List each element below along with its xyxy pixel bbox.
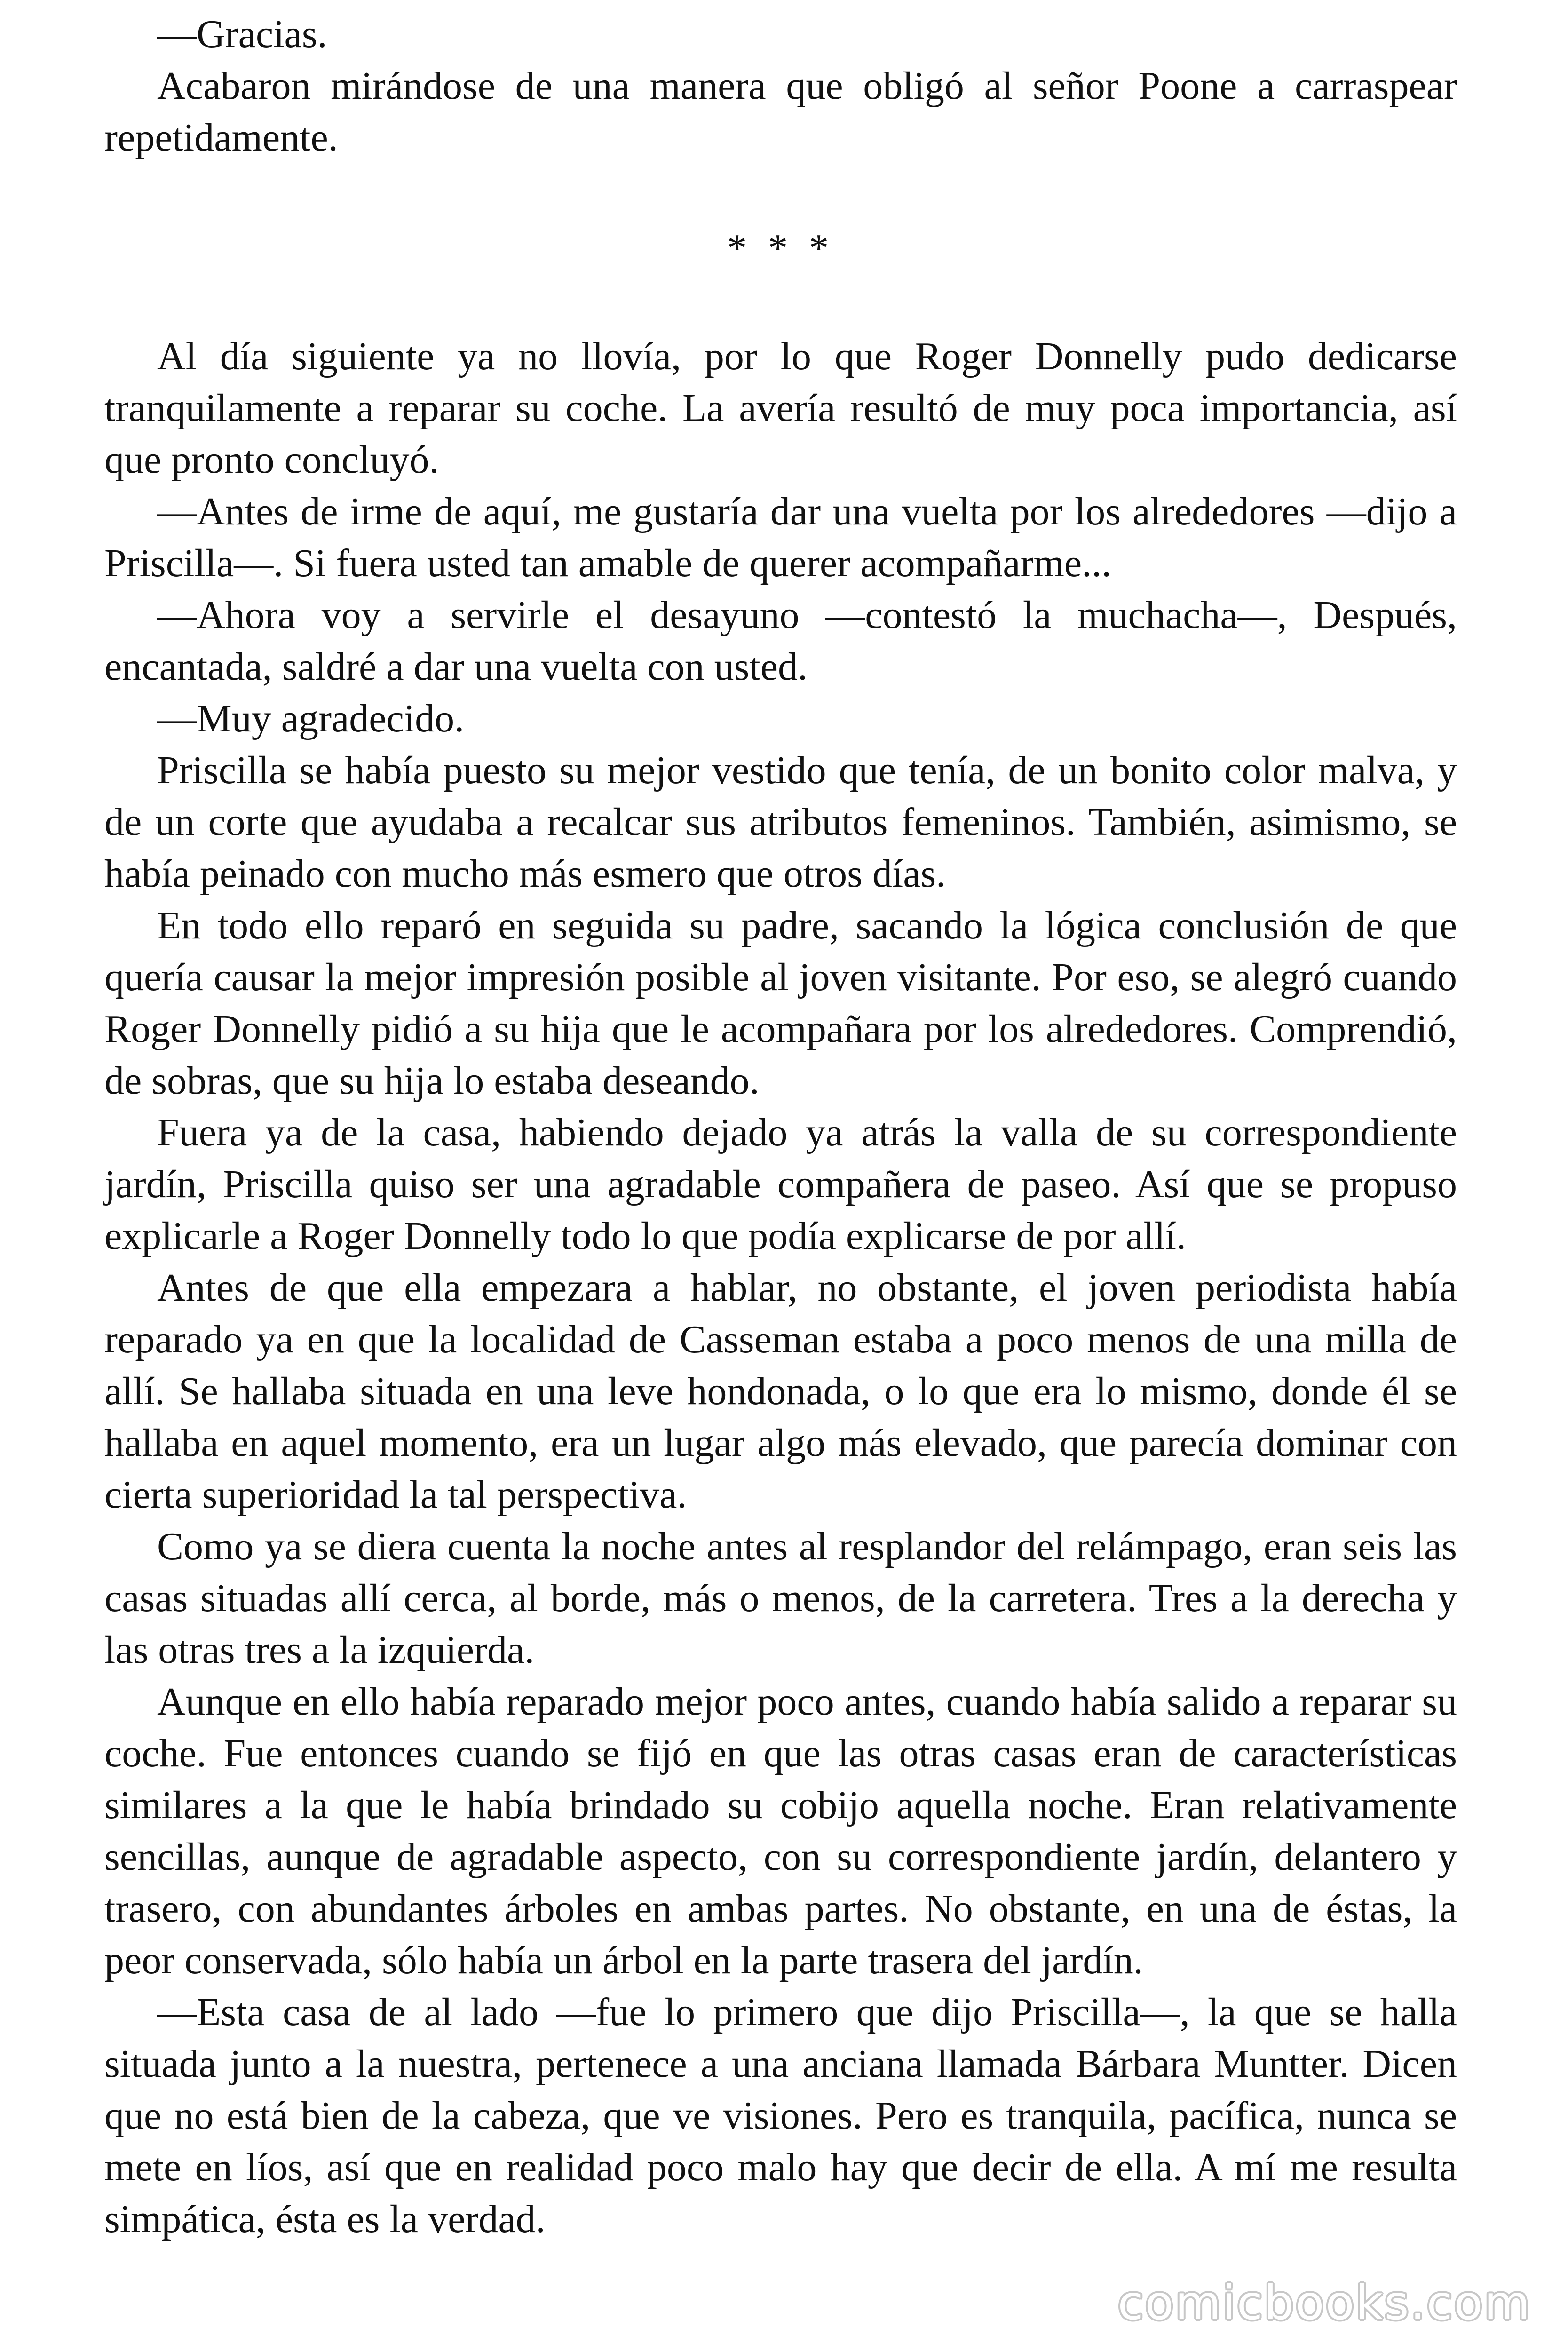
paragraph: —Esta casa de al lado —fue lo primero que dijo Priscilla—, la que se halla situada junto a la nuestra, pertenece a una anciana llamada Bárbara Muntter. Dicen que no está bien de la cabeza, que ve visiones. Pero es tranquila, pacífica, nunca se mete en líos, así que en realidad poco malo hay que decir de ella. A mí me resulta simpática, ésta es la verdad. (104, 1990, 1457, 2241)
paragraph: Antes de que ella empezara a hablar, no obstante, el joven periodista había reparado ya en que la localidad de Casseman estaba a poco menos de una milla de allí. Se hallaba situada en una leve hondonada, o lo que era lo mismo, donde él se hallaba en aquel momento, era un lugar algo más elevado, que parecía dominar con cierta superioridad la tal perspectiva. (104, 1266, 1457, 1517)
paragraph: Al día siguiente ya no llovía, por lo que Roger Donnelly pudo dedicarse tranquilamente a reparar su coche. La avería resultó de muy poca importancia, así que pronto concluyó. (104, 334, 1457, 482)
paragraph: Aunque en ello había reparado mejor poco antes, cuando había salido a reparar su coche. Fue entonces cuando se fijó en que las otras casas eran de características similares a la que le había brindado su cobijo aquella noche. Eran relativamente sencillas, aunque de agradable aspecto, con su correspondiente jardín, delantero y trasero, con abundantes árboles en ambas partes. No obstante, en una de éstas, la peor conservada, sólo había un árbol en la parte trasera del jardín. (104, 1680, 1457, 1982)
paragraph: En todo ello reparó en seguida su padre, sacando la lógica conclusión de que quería causar la mejor impresión posible al joven visitante. Por eso, se alegró cuando Roger Donnelly pidió a su hija que le acompañara por los alrededores. Comprendió, de sobras, que su hija lo estaba deseando. (104, 904, 1457, 1103)
paragraph: Acabaron mirándose de una manera que obligó al señor Poone a carraspear repetidamente. (104, 64, 1457, 159)
book-page (104, 8, 1457, 2245)
paragraph: —Ahora voy a servirle el desayuno —contestó la muchacha—, Después, encantada, saldré a dar una vuelta con usted. (104, 593, 1457, 689)
paragraph: Priscilla se había puesto su mejor vestido que tenía, de un bonito color malva, y de un corte que ayudaba a recalcar sus atributos femeninos. También, asimismo, se había peinado con mucho más esmero que otros días. (104, 748, 1457, 896)
paragraph: —Gracias. (157, 12, 327, 56)
watermark: comicbooks.com (1117, 2275, 1531, 2330)
paragraph: —Antes de irme de aquí, me gustaría dar una vuelta por los alrededores —dijo a Priscilla—. Si fuera usted tan amable de querer acompañarme... (104, 490, 1457, 585)
paragraph: Como ya se diera cuenta la noche antes al resplandor del relámpago, eran seis las casas situadas allí cerca, al borde, más o menos, de la carretera. Tres a la derecha y las otras tres a la izquierda. (104, 1525, 1457, 1672)
section-separator: * * * (727, 226, 834, 270)
paragraph: Fuera ya de la casa, habiendo dejado ya atrás la valla de su correspondiente jardín, Priscilla quiso ser una agradable compañera de paseo. Así que se propuso explicarle a Roger Donnelly todo lo que podía explicarse de por allí. (104, 1111, 1457, 1258)
paragraph: —Muy agradecido. (157, 697, 465, 740)
